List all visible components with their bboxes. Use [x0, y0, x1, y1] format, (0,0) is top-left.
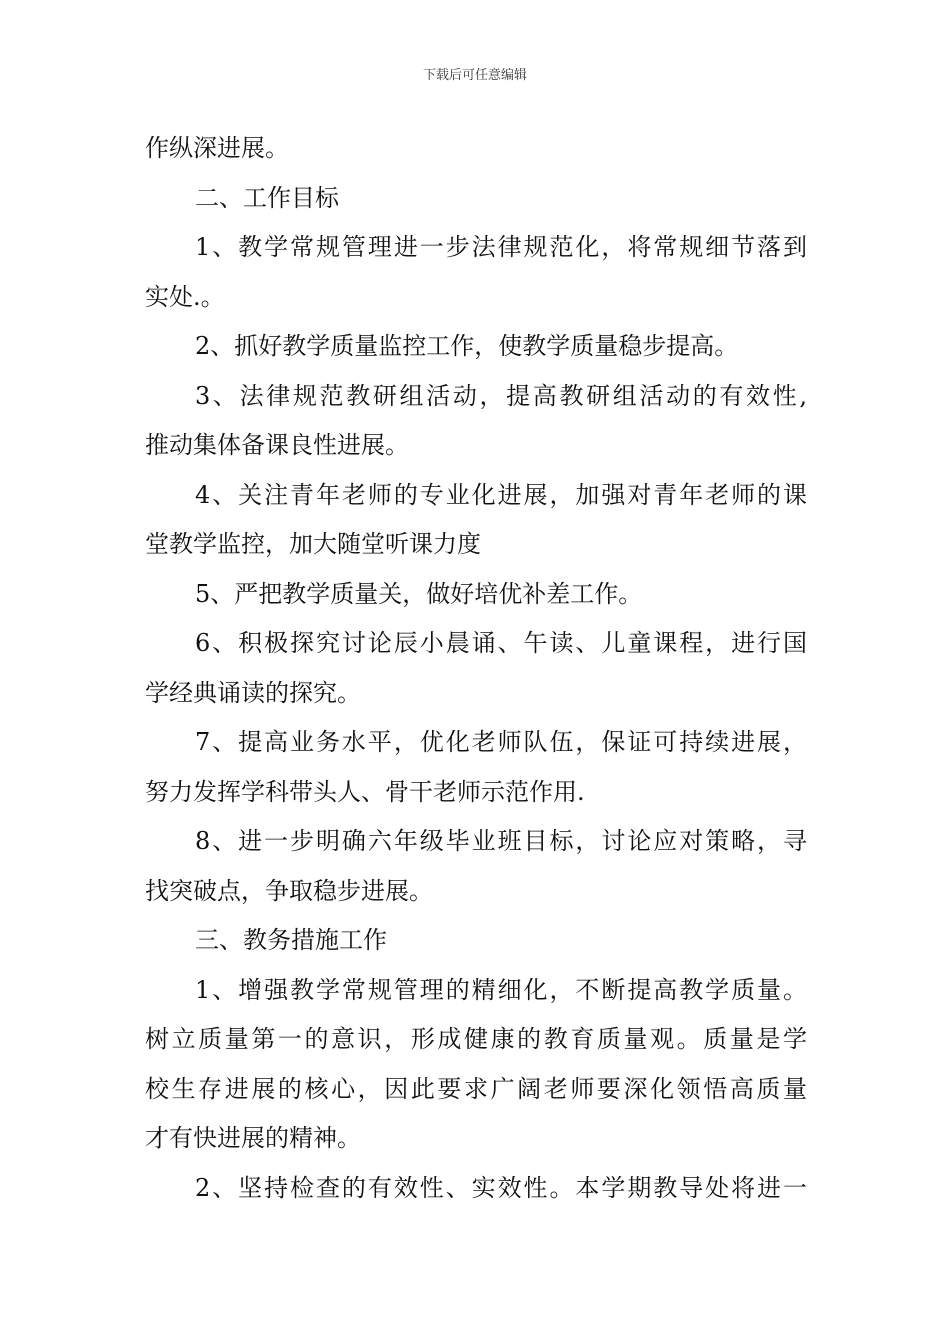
text-line: 树立质量第一的意识，形成健康的教育质量观。质量是学	[145, 1025, 807, 1053]
text-line: 学经典诵读的探究。	[145, 678, 361, 707]
text-line: 4、关注青年老师的专业化进展，加强对青年老师的课	[195, 480, 807, 509]
text-line: 5、严把教学质量关，做好培优补差工作。	[195, 579, 643, 608]
text-line: 才有快进展的精神。	[145, 1124, 361, 1152]
text-line: 2、坚持检查的有效性、实效性。本学期教导处将进一	[195, 1173, 807, 1202]
text-line: 堂教学监控，加大随堂听课力度	[145, 530, 481, 558]
text-line: 2、抓好教学质量监控工作，使教学质量稳步提高。	[195, 332, 739, 360]
text-line: 1、增强教学常规管理的精细化，不断提高教学质量。	[195, 975, 807, 1004]
text-line: 1、教学常规管理进一步法律规范化，将常规细节落到	[195, 233, 807, 261]
text-line: 7、提高业务水平，优化老师队伍，保证可持续进展，	[195, 728, 807, 756]
text-line: 校生存进展的核心，因此要求广阔老师要深化领悟高质量	[145, 1074, 807, 1103]
page-header: 下载后可任意编辑	[422, 68, 527, 83]
text-line: 二、工作目标	[195, 183, 339, 212]
text-line: 6、积极探究讨论辰小晨诵、午读、儿童课程，进行国	[195, 629, 807, 657]
text-line: 3、法律规范教研组活动，提高教研组活动的有效性,	[195, 381, 807, 410]
text-line: 实处.。	[145, 282, 225, 311]
text-line: 作纵深进展。	[145, 134, 289, 162]
text-line: 8、进一步明确六年级毕业班目标，讨论应对策略，寻	[195, 827, 807, 855]
text-line: 三、教务措施工作	[195, 926, 387, 954]
text-line: 找突破点，争取稳步进展。	[145, 876, 433, 905]
document-body	[145, 124, 807, 1213]
text-line: 努力发挥学科带头人、骨干老师示范作用.	[145, 777, 585, 806]
text-line: 推动集体备课良性进展。	[145, 431, 409, 459]
